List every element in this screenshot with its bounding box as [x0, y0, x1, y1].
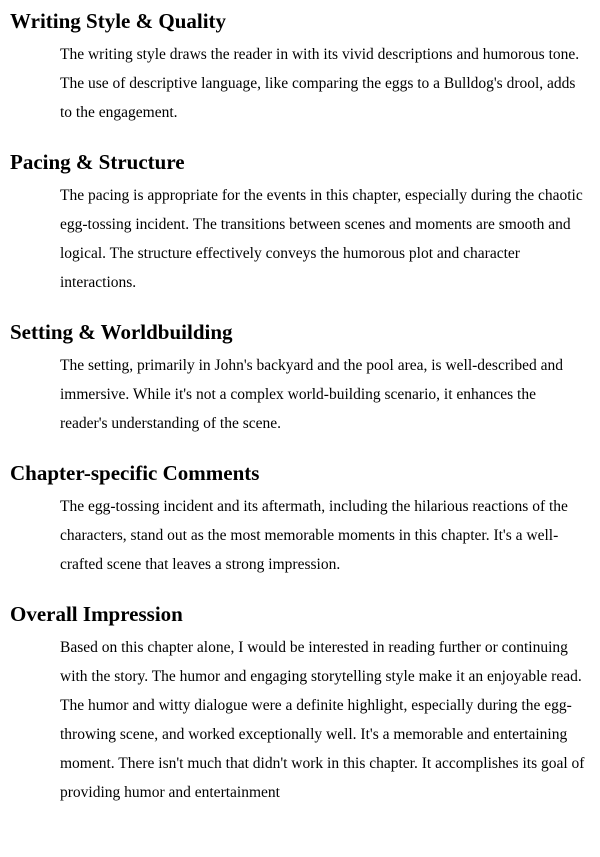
section-setting-worldbuilding — [10, 319, 590, 438]
section-heading: Overall Impression — [10, 602, 183, 626]
section-body: The egg-tossing incident and its aftermath, including the hilarious reactions of the characters, stand out as the most memorable moments in this chapter. It's a well-crafted scene that leaves a strong impression. — [60, 498, 568, 573]
section-heading: Setting & Worldbuilding — [10, 320, 233, 344]
section-body: The setting, primarily in John's backyard and the pool area, is well-described and immersive. While it's not a complex world-building scenario, it enhances the reader's understanding of the scene. — [60, 357, 563, 432]
section-chapter-comments — [10, 460, 590, 579]
section-body: Based on this chapter alone, I would be interested in reading further or continuing with the story. The humor and engaging storytelling style make it an enjoyable read. The humor and witty dialogue were a definite highlight, especially during the egg-throwing scene, and worked exceptionally well. It's a memorable and entertaining moment. There isn't much that didn't work in this chapter. It accomplishes its goal of providing humor and entertainment — [60, 639, 585, 801]
section-heading: Writing Style & Quality — [10, 9, 227, 33]
section-overall-impression — [10, 601, 590, 807]
section-heading: Chapter-specific Comments — [10, 461, 260, 485]
section-pacing-structure — [10, 149, 590, 297]
section-heading: Pacing & Structure — [10, 150, 185, 174]
section-body: The writing style draws the reader in with its vivid descriptions and humorous tone. The use of descriptive language, like comparing the eggs to a Bulldog's drool, adds to the engagement. — [60, 46, 580, 121]
section-body: The pacing is appropriate for the events in this chapter, especially during the chaotic egg-tossing incident. The transitions between scenes and moments are smooth and logical. The structure effectively conveys the humorous plot and character interactions. — [60, 187, 583, 291]
section-writing-style — [10, 8, 590, 127]
